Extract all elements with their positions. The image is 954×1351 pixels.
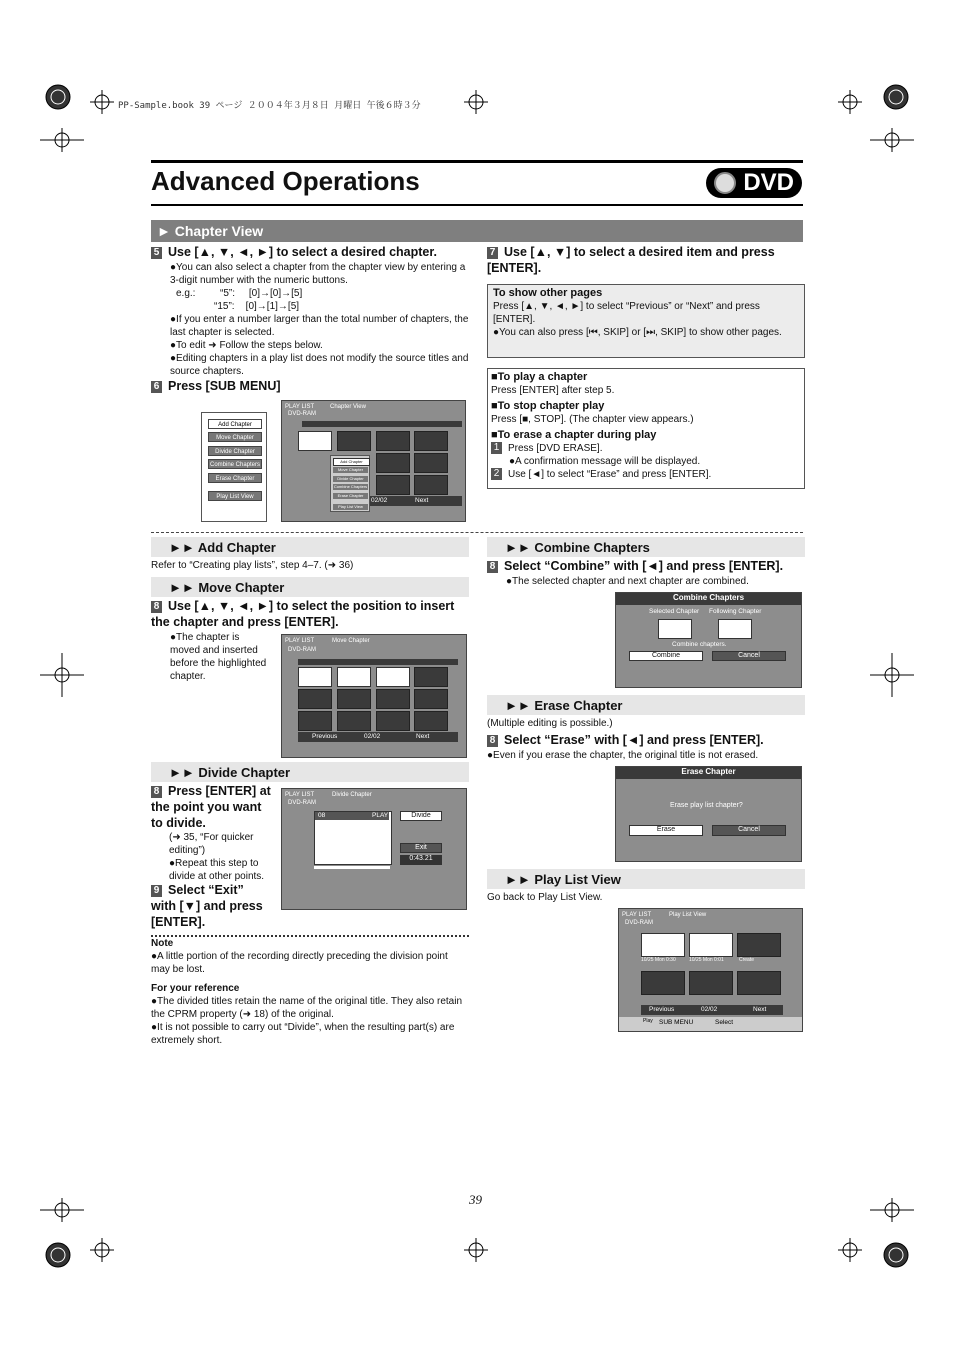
move-chapter-screen: PLAY LIST Move Chapter DVD-RAM Previous 02/02 Next xyxy=(281,634,467,758)
reference-bullet-1: ●The divided titles retain the name of the original title. They also retain the CPRM property (➜ 18) of the original. xyxy=(151,996,463,1020)
step-5: 5 Use [▲, ▼, ◄, ►] to select a desired chapter. xyxy=(151,244,471,260)
add-chapter-bar: ►► Add Chapter xyxy=(151,537,469,557)
dvd-badge: DVD xyxy=(706,168,802,198)
sub-menu-popup: Add Chapter Move Chapter Divide Chapter Combine Chapters Erase Chapter Play List View xyxy=(330,455,370,512)
chapter-actions-box: ■To play a chapter Press [ENTER] after step 5. ■To stop chapter play Press [■, STOP]. (The chapter view appears.) ■To erase a chapter during play 1 Press [DVD ERASE]. ●A confirmation message will be displayed. 2 Use [◄] to select “Erase” and press [ENTER]. xyxy=(487,368,805,489)
page-title: Advanced Operations xyxy=(151,166,420,196)
combine-bullet: ●The selected chapter and next chapter are combined. xyxy=(506,576,749,587)
divide-chapter-bar: ►► Divide Chapter xyxy=(151,762,469,782)
title-rule xyxy=(151,204,803,206)
step-6: 6 Press [SUB MENU] xyxy=(151,378,281,394)
playlist-text: Go back to Play List View. xyxy=(487,892,603,903)
combine-dialog: Combine Chapters Selected Chapter Following Chapter Combine chapters. Combine Cancel xyxy=(615,592,802,688)
menu-move-chapter[interactable]: Move Chapter xyxy=(208,432,262,442)
erase-dialog: Erase Chapter Erase play list chapter? Erase Cancel xyxy=(615,766,802,862)
bullet-playlist: ●Editing chapters in a play list does not modify the source titles and source chapters. xyxy=(170,353,469,377)
disc-icon xyxy=(714,172,736,194)
divide-bullet: ●Repeat this step to divide at other points. xyxy=(169,858,265,882)
bullet-edit: ●To edit ➜ Follow the steps below. xyxy=(170,340,323,351)
menu-play-list-view[interactable]: Play List View xyxy=(208,491,262,501)
menu-add-chapter[interactable]: Add Chapter xyxy=(208,419,262,429)
bullet-numeric: ●You can also select a chapter from the chapter view by entering a 3-digit number with the numeric buttons. xyxy=(170,262,466,286)
move-bullet: ●The chapter is moved and inserted before the highlighted chapter. xyxy=(170,632,267,682)
menu-divide-chapter[interactable]: Divide Chapter xyxy=(208,446,262,456)
playlist-screen: PLAY LIST Play List View DVD-RAM 10/25 Mon 0:30 10/25 Mon 0:01 Create Previous 02/02 Next Play SUB MENU Select xyxy=(618,908,803,1032)
note-divider xyxy=(151,935,469,937)
playlist-bar: ►► Play List View xyxy=(487,869,805,889)
note-heading: Note xyxy=(151,938,174,949)
menu-erase-chapter[interactable]: Erase Chapter xyxy=(208,473,262,483)
reference-bullet-2: ●It is not possible to carry out “Divide”, when the resulting part(s) are extremely short. xyxy=(151,1022,455,1046)
eg-line-1: “5”: [0]→[0]→[5] xyxy=(220,288,303,299)
menu-combine-chapters[interactable]: Combine Chapters xyxy=(208,459,262,469)
divide-step-8: 8 Press [ENTER] at the point you want to divide. xyxy=(151,784,271,830)
erase-note: (Multiple editing is possible.) xyxy=(487,718,613,729)
eg-line-2: “15”: [0]→[1]→[5] xyxy=(214,301,300,312)
add-chapter-text: Refer to “Creating play lists”, step 4–7. (➜ 36) xyxy=(151,560,354,571)
move-step-8: 8 Use [▲, ▼, ◄, ►] to select the position to insert the chapter and press [ENTER]. xyxy=(151,599,455,629)
eg-label: e.g.: xyxy=(176,288,196,299)
divide-ref: (➜ 35, “For quicker editing”) xyxy=(169,832,254,856)
erase-step-8: 8 Select “Erase” with [◄] and press [ENTER]. xyxy=(487,732,805,748)
sub-menu-panel xyxy=(201,412,267,522)
note-bullet: ●A little portion of the recording directly preceding the division point may be lost. xyxy=(151,951,448,975)
chapter-view-bar: ► Chapter View xyxy=(151,220,803,242)
top-rule xyxy=(151,160,803,163)
reference-heading: For your reference xyxy=(151,983,240,994)
erase-bar: ►► Erase Chapter xyxy=(487,695,805,715)
step-7: 7 Use [▲, ▼] to select a desired item and press [ENTER]. xyxy=(487,245,775,275)
combine-bar: ►► Combine Chapters xyxy=(487,537,805,557)
print-header: PP-Sample.book 39 ページ ２００４年３月８日 月曜日 午後６時３分 xyxy=(118,101,421,111)
divide-step-9: 9 Select “Exit” with [▼] and press [ENTER]. xyxy=(151,883,263,929)
divide-chapter-screen: PLAY LIST Divide Chapter DVD-RAM 08 PLAY Divide Exit 0:43.21 xyxy=(281,788,467,910)
other-pages-box: To show other pages Press [▲, ▼, ◄, ►] to select “Previous” or “Next” and press [ENTER]. ●You can also press [⏮, SKIP] or [⏭, SKIP] to show other pages. xyxy=(487,284,805,358)
erase-bullet: ●Even if you erase the chapter, the original title is not erased. xyxy=(487,750,759,761)
move-chapter-bar: ►► Move Chapter xyxy=(151,577,469,597)
page-number: 39 xyxy=(469,1192,482,1207)
bullet-larger: ●If you enter a number larger than the total number of chapters, the last chapter is selected. xyxy=(170,314,469,338)
combine-step-8: 8 Select “Combine” with [◄] and press [ENTER]. xyxy=(487,558,805,574)
chapter-view-screen: PLAY LIST Chapter View DVD-RAM 02/02 Next xyxy=(281,400,466,522)
section-divider xyxy=(151,532,803,533)
